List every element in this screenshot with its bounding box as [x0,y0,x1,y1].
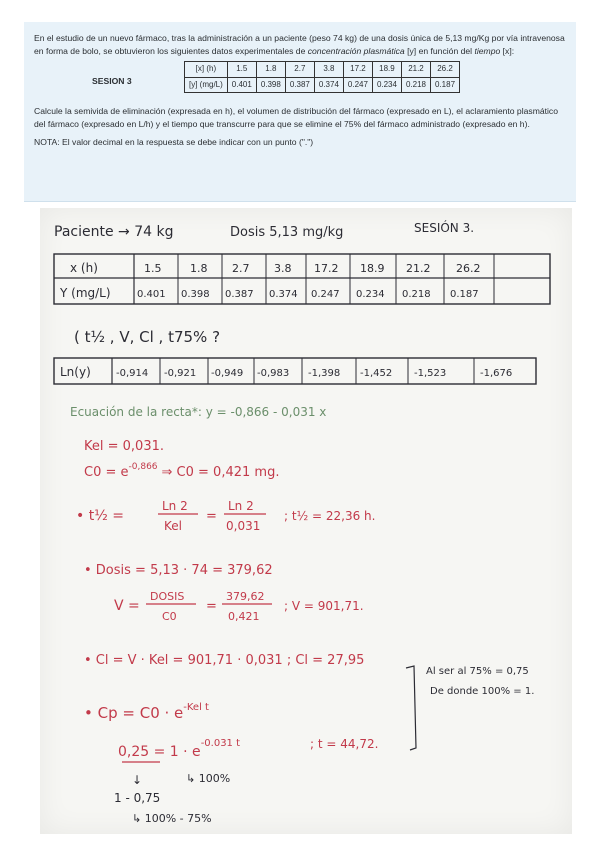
hw-patient: Paciente → 74 kg [54,224,174,240]
hw-side-note [406,666,534,750]
table-cell: 0.218 [401,77,430,93]
hw-table2-cell: -0,983 [257,368,290,379]
question-paragraph-1 [34,32,566,57]
hw-v-num2: 379,62 [226,590,265,603]
hw-table1-cell: 0.234 [356,289,385,300]
hw-table-2 [54,358,536,384]
hw-kel: Kel = 0,031. [84,439,164,454]
handwritten-solution-photo [40,208,572,834]
hw-half-label: • t½ = [76,508,124,524]
hw-side-note-1: Al ser al 75% = 0,75 [426,666,529,677]
hw-half-den2: 0,031 [226,519,261,533]
hw-table2-cell: -1,452 [360,368,393,379]
hw-v-den2: 0,421 [228,610,260,623]
question-emphasis-time: tiempo [474,45,501,56]
table-row [185,62,460,78]
hw-side-note-2: De donde 100% = 1. [430,686,535,697]
table-cell: 26.2 [431,62,460,78]
hw-table2-cell: -0,949 [211,368,244,379]
table-cell: 0.398 [256,77,285,93]
hw-cp: • $Cp = C0 \cdot e^{-Kel t}$ [84,702,209,722]
hw-table1-cell: 1.8 [190,262,208,275]
hw-v-den1: C0 [162,610,177,623]
question-text-b: [y] en función del [404,45,475,56]
hw-table2-cell: -1,676 [480,368,513,379]
hw-table1-cell: 18.9 [360,262,385,275]
table-header-x: [x] (h) [185,62,228,78]
hw-dose-line: • Dosis = 5,13 · 74 = 379,62 [84,563,273,578]
question-emphasis-concentration: concentración plasmática [307,45,405,56]
table-cell: 0.387 [285,77,314,93]
session-label: SESION 3 [92,76,132,87]
hw-table1-cell: 21.2 [406,262,431,275]
table-cell: 3.8 [314,62,343,78]
hw-table1-cell: 1.5 [144,262,162,275]
hw-table1-cell: 0.398 [181,289,210,300]
hw-arrow-100-75: ↳ 100% - 75% [132,812,212,825]
hw-table1-ylabel: Y (mg/L) [60,286,111,300]
session-row [34,61,566,99]
hw-c0: $C0 = e^{-0,866}$ ⇒ C0 = 0,421 mg. [84,462,280,480]
table-cell: 0.247 [343,77,372,93]
table-cell: 0.374 [314,77,343,93]
hw-table1-cell: 3.8 [274,262,292,275]
hw-down-arrow: ↓ [132,773,143,787]
table-cell: 2.7 [285,62,314,78]
question-note: NOTA: El valor decimal en la respuesta se debe indicar con un punto (".") [34,137,314,148]
hw-table2-cell: -0,914 [116,368,149,379]
hw-half-eq: = [206,509,217,524]
data-table [184,61,460,93]
hw-table1-cell: 0.187 [450,289,479,300]
hw-table1-cell: 0.401 [137,289,166,300]
hw-v-result: ; V = 901,71. [284,599,364,613]
hw-v-eq: = [206,599,217,614]
hw-arrow-100: ↳ 100% [186,772,231,785]
hw-table1-cell: 2.7 [232,262,250,275]
hw-minus-line: 1 - 0,75 [114,791,161,805]
table-cell: 17.2 [343,62,372,78]
hw-table1-xlabel: x (h) [70,261,98,275]
hw-session: SESIÓN 3. [414,221,475,235]
question-text-a: En el estudio de un nuevo fármaco, tras la administración a un paciente (peso 74 kg) de una dosis única de 5,13 mg/Kg por vía intravenosa en forma de bolo, se obtuvieron los siguientes datos experimentales de [34,33,565,56]
hw-table1-cell: 0.218 [402,289,431,300]
table-cell: 21.2 [401,62,430,78]
hw-table1-cell: 0.387 [225,289,254,300]
hw-table2-cell: -1,398 [308,368,341,379]
hw-dose: Dosis 5,13 mg/kg [230,225,344,240]
hw-clearance: • Cl = V · Kel = 901,71 · 0,031 ; Cl = 27,95 [84,653,365,668]
hw-half-num1: Ln 2 [162,499,188,513]
table-row [185,77,460,93]
hw-half-num2: Ln 2 [228,499,254,513]
table-cell: 1.5 [227,62,256,78]
hw-v-num1: DOSIS [150,590,185,603]
hw-asked: ( t½ , V, Cl , t75% ? [74,328,221,346]
table-cell: 18.9 [372,62,401,78]
question-paragraph-2: Calcule la semivida de eliminación (expresada en h), el volumen de distribución del fármaco (expresado en L), el aclaramiento plasmático del fármaco (expresado en L/h) y el tiempo que transcurre para que se elimine el 75% del fármaco administrado (expresado en h). [34,106,559,129]
handwriting-canvas [40,208,572,834]
table-cell: 0.234 [372,77,401,93]
hw-regression: Ecuación de la recta*: y = -0,866 - 0,031 x [70,405,327,419]
table-cell: 0.401 [227,77,256,93]
question-text-c: [x]: [500,45,515,56]
hw-half-result: ; t½ = 22,36 h. [284,509,376,523]
hw-half-life [76,499,375,533]
hw-table2-cell: -1,523 [414,368,447,379]
table-cell: 0.187 [431,77,460,93]
hw-v-label: V = [114,598,140,614]
table-cell: 1.8 [256,62,285,78]
hw-eq2: $0,25 = 1 \cdot e^{-0.031 t}$ [118,738,241,760]
table-header-y: [y] (mg/L) [185,77,228,93]
hw-table2-label: Ln(y) [60,365,91,379]
hw-table-1 [54,254,550,304]
hw-table1-cell: 0.374 [269,289,298,300]
question-panel [24,22,576,202]
hw-volume [114,590,364,623]
hw-table2-cell: -0,921 [164,368,197,379]
hw-table1-cell: 0.247 [311,289,340,300]
hw-half-den1: Kel [164,519,182,533]
hw-eq2-result: ; t = 44,72. [310,737,379,751]
hw-table1-cell: 17.2 [314,262,339,275]
hw-table1-cell: 26.2 [456,262,481,275]
